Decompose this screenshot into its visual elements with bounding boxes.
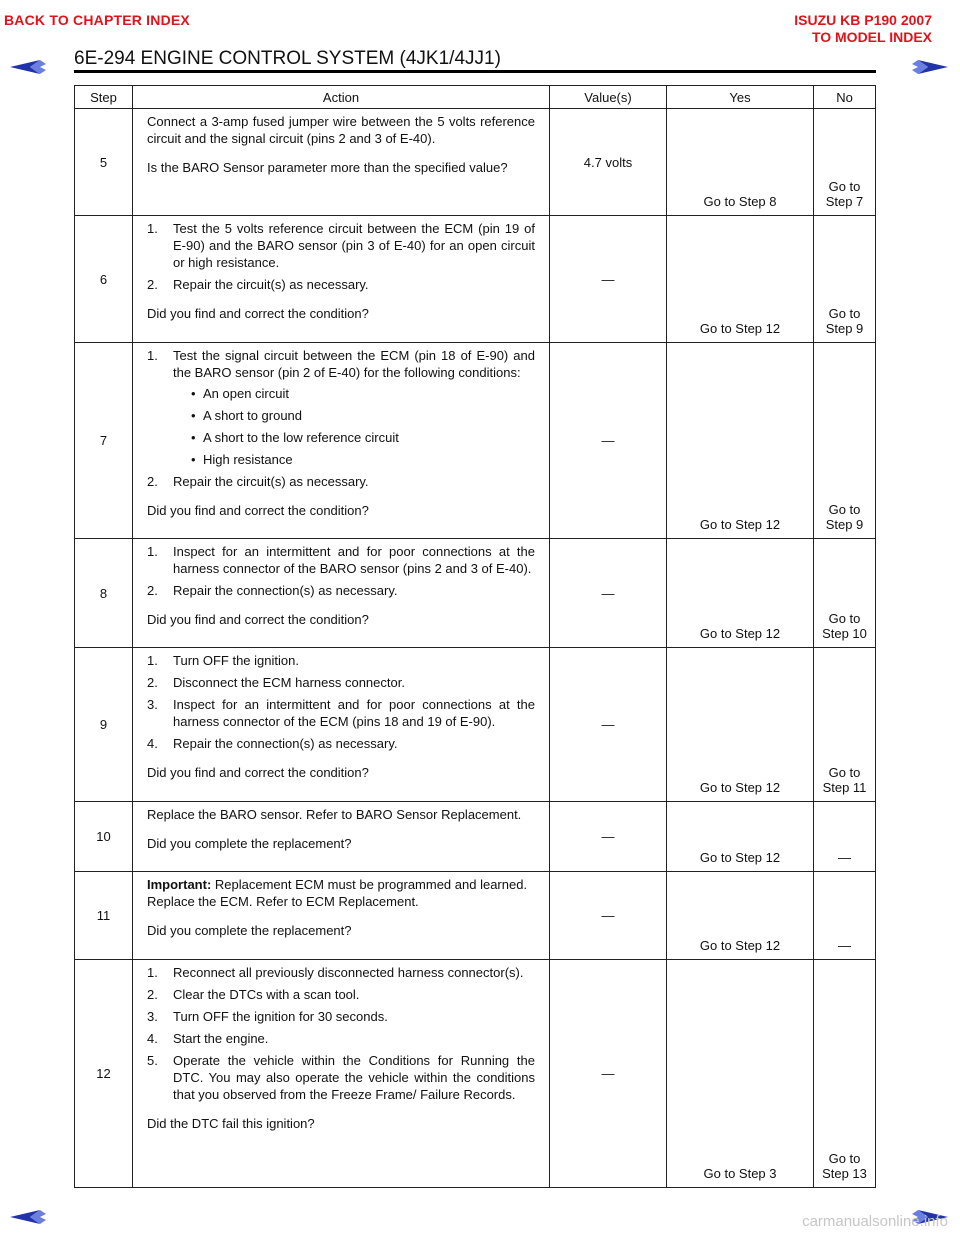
bullet-item: • An open circuit xyxy=(191,386,289,401)
model-index-block xyxy=(794,12,932,46)
action-cell xyxy=(133,343,550,539)
bullet-item: • High resistance xyxy=(191,452,293,467)
yes-cell: Go to Step 12 xyxy=(667,872,814,960)
bullet-item: • A short to the low reference circuit xyxy=(191,430,399,445)
step-number: 10 xyxy=(75,802,133,872)
table-row xyxy=(75,648,876,802)
no-cell: Go to Step 9 xyxy=(814,343,876,539)
list-item: 1. Turn OFF the ignition. xyxy=(147,653,299,668)
action-question: Did you find and correct the condition? xyxy=(147,765,369,780)
list-item: 2. Repair the connection(s) as necessary. xyxy=(147,583,398,598)
no-cell: Go to Step 9 xyxy=(814,216,876,343)
value-cell: — xyxy=(550,960,667,1188)
value-cell: — xyxy=(550,343,667,539)
important-note: Important: Replacement ECM must be programmed and learned. xyxy=(147,877,528,892)
action-question: Did you complete the replacement? xyxy=(147,923,352,938)
yes-cell: Go to Step 3 xyxy=(667,960,814,1188)
list-item: 1. Test the signal circuit between the ECM (pin 18 of E-90) and the BARO sensor (pin 2 of E-40) for the following conditions: • An open circuit • A short to ground • A short to the low reference circuit • High resistance xyxy=(147,348,535,467)
action-cell xyxy=(133,960,550,1188)
step-number: 7 xyxy=(75,343,133,539)
yes-cell: Go to Step 12 xyxy=(667,216,814,343)
important-label: Important: xyxy=(147,877,212,892)
diagnostic-table xyxy=(74,85,876,1188)
action-question: Did the DTC fail this ignition? xyxy=(147,1116,315,1131)
step-number: 11 xyxy=(75,872,133,960)
title-divider xyxy=(74,70,876,73)
no-cell: — xyxy=(814,802,876,872)
watermark: carmanualsonline.info xyxy=(802,1213,948,1230)
list-item: 2. Repair the circuit(s) as necessary. xyxy=(147,474,369,489)
model-name: ISUZU KB P190 2007 xyxy=(794,12,932,28)
action-cell xyxy=(133,872,550,960)
action-text: Replace the BARO sensor. Refer to BARO Sensor Replacement. xyxy=(147,807,522,822)
action-text: Replace the ECM. Refer to ECM Replacement. xyxy=(147,894,419,909)
no-cell: Go to Step 7 xyxy=(814,109,876,216)
procedure-list xyxy=(147,347,535,490)
value-cell: — xyxy=(550,539,667,648)
table-row xyxy=(75,802,876,872)
action-cell xyxy=(133,109,550,216)
step-number: 12 xyxy=(75,960,133,1188)
table-row xyxy=(75,872,876,960)
action-text: Connect a 3-amp fused jumper wire between the 5 volts reference circuit and the signal circuit (pins 2 and 3 of E-40). xyxy=(147,114,535,146)
list-item: 5. Operate the vehicle within the Conditions for Running the DTC. You may also operate the vehicle within the conditions that you observed from the Freeze Frame/ Failure Records. xyxy=(147,1053,535,1102)
table-row xyxy=(75,216,876,343)
step-number: 9 xyxy=(75,648,133,802)
step-number: 8 xyxy=(75,539,133,648)
to-model-index-link[interactable]: TO MODEL INDEX xyxy=(811,29,932,45)
value-cell: 4.7 volts xyxy=(550,109,667,216)
yes-cell: Go to Step 12 xyxy=(667,802,814,872)
list-item: 4. Repair the connection(s) as necessary. xyxy=(147,736,398,751)
value-cell: — xyxy=(550,802,667,872)
table-header-row xyxy=(75,86,876,109)
prev-page-arrow-icon[interactable] xyxy=(10,1208,46,1226)
yes-cell: Go to Step 8 xyxy=(667,109,814,216)
action-question: Did you find and correct the condition? xyxy=(147,306,369,321)
no-cell: Go to Step 10 xyxy=(814,539,876,648)
step-number: 5 xyxy=(75,109,133,216)
action-question: Did you find and correct the condition? xyxy=(147,612,369,627)
list-item: 1. Inspect for an intermittent and for poor connections at the harness connector of the BARO sensor (pins 2 and 3 of E-40). xyxy=(147,544,535,576)
yes-cell: Go to Step 12 xyxy=(667,343,814,539)
action-question: Did you find and correct the condition? xyxy=(147,503,369,518)
procedure-list xyxy=(147,964,535,1103)
no-cell: Go to Step 13 xyxy=(814,960,876,1188)
action-cell xyxy=(133,216,550,343)
bullet-item: • A short to ground xyxy=(191,408,303,423)
value-cell: — xyxy=(550,872,667,960)
table-row xyxy=(75,539,876,648)
list-item: 1. Reconnect all previously disconnected harness connector(s). xyxy=(147,965,524,980)
list-item: 2. Disconnect the ECM harness connector. xyxy=(147,675,405,690)
next-page-arrow-icon[interactable] xyxy=(912,58,948,76)
no-cell: — xyxy=(814,872,876,960)
list-item: 3. Turn OFF the ignition for 30 seconds. xyxy=(147,1009,388,1024)
prev-page-arrow-icon[interactable] xyxy=(10,58,46,76)
value-cell: — xyxy=(550,216,667,343)
header-action: Action xyxy=(133,86,550,109)
yes-cell: Go to Step 12 xyxy=(667,648,814,802)
header-no: No xyxy=(814,86,876,109)
procedure-list xyxy=(147,652,535,752)
step-number: 6 xyxy=(75,216,133,343)
list-item: 4. Start the engine. xyxy=(147,1031,269,1046)
header-step: Step xyxy=(75,86,133,109)
yes-cell: Go to Step 12 xyxy=(667,539,814,648)
list-item: 2. Clear the DTCs with a scan tool. xyxy=(147,987,360,1002)
table-row xyxy=(75,343,876,539)
table-row xyxy=(75,109,876,216)
action-cell xyxy=(133,539,550,648)
list-item: 3. Inspect for an intermittent and for poor connections at the harness connector of the ECM (pins 18 and 19 of E-90). xyxy=(147,697,535,729)
action-question: Is the BARO Sensor parameter more than the specified value? xyxy=(147,160,508,175)
header-values: Value(s) xyxy=(550,86,667,109)
action-question: Did you complete the replacement? xyxy=(147,836,352,851)
action-cell xyxy=(133,802,550,872)
procedure-list xyxy=(147,543,535,599)
back-to-chapter-index-link[interactable]: BACK TO CHAPTER INDEX xyxy=(4,12,190,28)
list-item: 2. Repair the circuit(s) as necessary. xyxy=(147,277,369,292)
procedure-list xyxy=(147,220,535,293)
action-cell xyxy=(133,648,550,802)
list-item: 1. Test the 5 volts reference circuit between the ECM (pin 19 of E-90) and the BARO sensor (pin 3 of E-40) for an open circuit or high resistance. xyxy=(147,221,535,270)
value-cell: — xyxy=(550,648,667,802)
no-cell: Go to Step 11 xyxy=(814,648,876,802)
table-row xyxy=(75,960,876,1188)
header-yes: Yes xyxy=(667,86,814,109)
page-title: 6E-294 ENGINE CONTROL SYSTEM (4JK1/4JJ1) xyxy=(74,48,501,69)
condition-list xyxy=(173,385,535,468)
